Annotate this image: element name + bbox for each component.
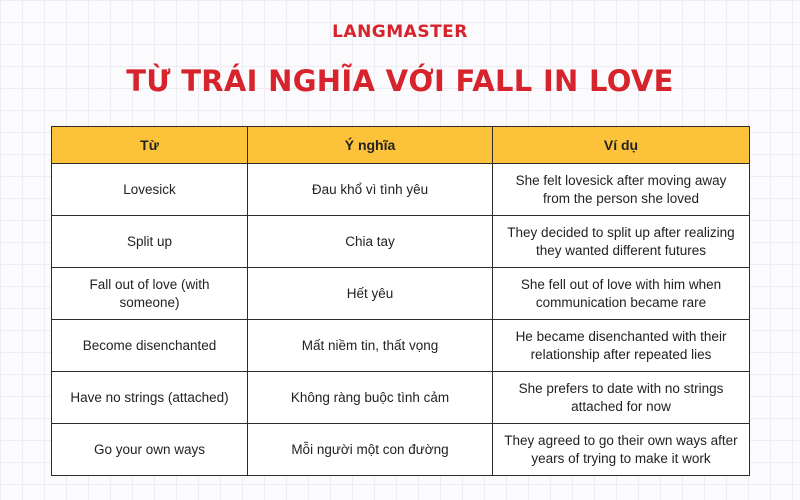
word-cell: Become disenchanted [52, 320, 248, 372]
column-header-word: Từ [52, 127, 248, 164]
table-row [52, 164, 750, 216]
word-cell: Lovesick [52, 164, 248, 216]
example-cell: She felt lovesick after moving away from the person she loved [493, 164, 750, 216]
table-row [52, 320, 750, 372]
table-header-row [52, 127, 750, 164]
brand-logo: LANGMASTER [332, 22, 468, 42]
meaning-cell: Chia tay [248, 216, 493, 268]
word-cell: Go your own ways [52, 424, 248, 476]
example-cell: They decided to split up after realizing they wanted different futures [493, 216, 750, 268]
example-cell: He became disenchanted with their relationship after repeated lies [493, 320, 750, 372]
example-cell: They agreed to go their own ways after years of trying to make it work [493, 424, 750, 476]
meaning-cell: Đau khổ vì tình yêu [248, 164, 493, 216]
meaning-cell: Hết yêu [248, 268, 493, 320]
table-row [52, 424, 750, 476]
meaning-cell: Không ràng buộc tình cảm [248, 372, 493, 424]
word-cell: Split up [52, 216, 248, 268]
meaning-cell: Mất niềm tin, thất vọng [248, 320, 493, 372]
table-row [52, 372, 750, 424]
table-row [52, 216, 750, 268]
word-cell: Fall out of love (with someone) [52, 268, 248, 320]
word-cell: Have no strings (attached) [52, 372, 248, 424]
page-title: TỪ TRÁI NGHĨA VỚI FALL IN LOVE [126, 64, 674, 98]
table-row [52, 268, 750, 320]
column-header-example: Ví dụ [493, 127, 750, 164]
column-header-meaning: Ý nghĩa [248, 127, 493, 164]
example-cell: She fell out of love with him when communication became rare [493, 268, 750, 320]
antonym-table [51, 126, 750, 476]
meaning-cell: Mỗi người một con đường [248, 424, 493, 476]
example-cell: She prefers to date with no strings attached for now [493, 372, 750, 424]
